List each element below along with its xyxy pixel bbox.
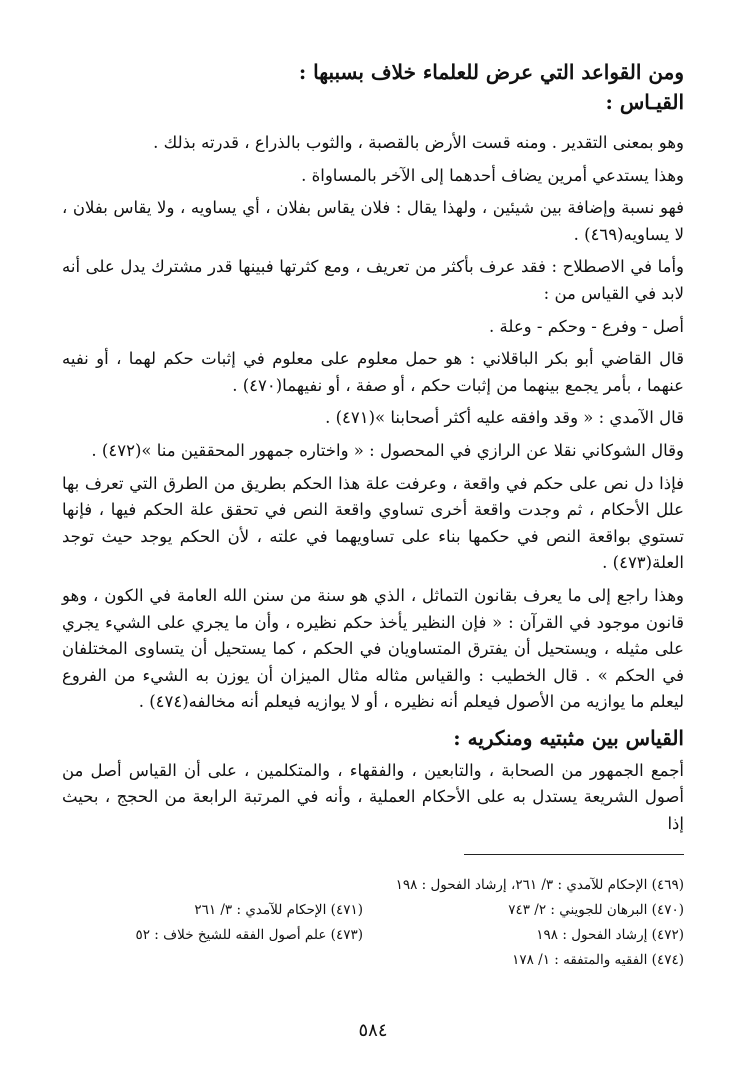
paragraph-consensus: أجمع الجمهور من الصحابة ، والتابعين ، والفقهاء ، والمتكلمين ، على أن القياس أصل من أصول الشريعة يستدل به على الأحكام العملية ، وأنه في المرتبة الرابعة من الحجج ، بحيث إذا <box>62 760 684 834</box>
paragraph-illa: فإذا دل نص على حكم في واقعة ، وعرفت علة هذا الحكم بطريق من الطرق التي تعرف بها علل الأحكام ، ثم وجدت واقعة أخرى تساوي واقعة النص في تحقق علة الحكم فيها ، فإنها تستوي بواقعة النص في حكمها بناء على تساويهما في علته ، لأن الحكم يوجد حيث توجد العلة(٤٧٣) . <box>62 473 684 573</box>
footnote-470: (٤٧٠) البرهان للجويني : ٢/ ٧٤٣ <box>508 901 684 918</box>
footnote-469: (٤٦٩) الإحكام للآمدي : ٣/ ٢٦١، إرشاد الفحول : ١٩٨ <box>395 876 684 893</box>
section-heading-qiyas: القيـاس : <box>605 90 684 114</box>
footnote-471: (٤٧١) الإحكام للآمدي : ٣/ ٢٦١ <box>194 901 363 918</box>
paragraph-terminology: وأما في الاصطلاح : فقد عرف بأكثر من تعريف ، ومع كثرتها فبينها قدر مشترك يدل على أنه لابد في القياس من : <box>62 257 684 303</box>
footnote-474: (٤٧٤) الفقيه والمتفقه : ١/ ١٧٨ <box>512 951 684 968</box>
footnote-473: (٤٧٣) علم أصول الفقه للشيخ خلاف : ٥٢ <box>135 926 363 943</box>
paragraph-equality: وهذا يستدعي أمرين يضاف أحدهما إلى الآخر بالمساواة . <box>301 165 684 185</box>
paragraph-definition-linguistic: وهو بمعنى التقدير . ومنه قست الأرض بالقصبة ، والثوب بالذراع ، قدرته بذلك . <box>153 133 684 152</box>
section-heading-rules: ومن القواعد التي عرض للعلماء خلاف بسببها : <box>298 60 684 84</box>
paragraph-relation: فهو نسبة وإضافة بين شيئين ، ولهذا يقال : فلان يقاس بفلان ، أي يساويه ، ولا يقاس بفلان ، لا يساويه(٤٦٩) . <box>62 198 684 244</box>
footnote-divider <box>464 854 684 855</box>
paragraph-amidi: قال الآمدي : « وقد وافقه عليه أكثر أصحابنا »(٤٧١) . <box>325 408 684 428</box>
page-body <box>62 52 684 973</box>
footnotes <box>62 873 684 973</box>
paragraph-pillars: أصل - وفرع - وحكم - وعلة . <box>489 316 684 336</box>
paragraph-shawkani: وقال الشوكاني نقلا عن الرازي في المحصول : « واختاره جمهور المحققين منا »(٤٧٢) . <box>91 440 684 460</box>
section-heading-debate: القياس بين مثبتيه ومنكريه : <box>453 725 684 750</box>
page-number: ٥٨٤ <box>358 1020 388 1041</box>
paragraph-similarity-law: وهذا راجع إلى ما يعرف بقانون التماثل ، الذي هو سنة من سنن الله العامة في الكون ، وهو قانون موجود في القرآن : « فإن النظير يأخذ حكم نظيره ، وأن ما يجري على الشيء يجري على مثيله ، ويستحيل أن يفترق المتساويان في الحكم ، كما يستحيل أن يتساوى المختلفان في الحكم » . قال الخطيب : والقياس مثاله مثال الميزان أن يوزن به الشيء من الفروع ليعلم ما يوازيه من الأصول فيعلم أنه نظيره ، أو لا يوازيه فيعلم أنه مخالفه(٤٧٤) . <box>62 585 684 712</box>
footnote-472: (٤٧٢) إرشاد الفحول : ١٩٨ <box>536 926 684 943</box>
paragraph-baqillani: قال القاضي أبو بكر الباقلاني : هو حمل معلوم على معلوم في إثبات حكم لهما ، أو نفيه عنهما ، بأمر يجمع بينهما من إثبات حكم ، أو صفة ، أو نفيهما(٤٧٠) . <box>62 349 684 395</box>
